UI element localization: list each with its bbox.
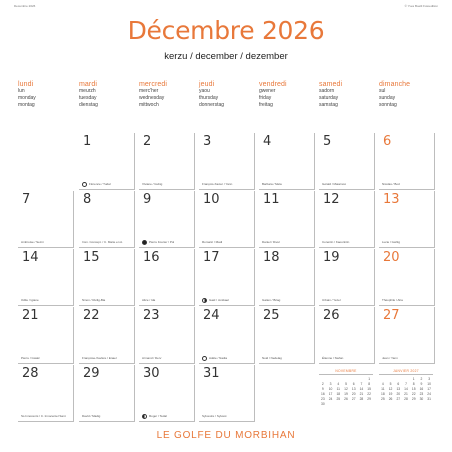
day-cell <box>199 307 255 364</box>
mini-calendar-day: 14 <box>359 387 364 391</box>
day-cell <box>259 307 315 364</box>
mini-calendar-day: 23 <box>419 392 424 396</box>
day-cell <box>199 133 255 190</box>
day-number: 27 <box>383 308 400 323</box>
mini-calendar-day: 20 <box>396 392 401 396</box>
day-number: 17 <box>203 250 220 265</box>
weekday-translation: sadorn <box>319 88 335 94</box>
mini-calendar-day: 27 <box>351 397 356 401</box>
day-saint-name: Adèle / Nadia <box>209 356 228 360</box>
mini-calendar-day: 7 <box>405 382 407 386</box>
moon-phase-icon <box>142 240 147 245</box>
day-saint-name: Pierre Fourier / Pol <box>149 240 175 244</box>
day-number: 4 <box>263 134 272 149</box>
day-cell <box>319 133 375 190</box>
mini-calendar-day: 17 <box>427 387 431 391</box>
mini-calendar-day: 8 <box>368 382 371 386</box>
mini-calendar-day <box>358 402 366 407</box>
day-number: 7 <box>22 192 31 207</box>
weekday-vendredi <box>259 81 315 109</box>
moon-phase-icon <box>82 182 87 187</box>
mini-calendar-day: 9 <box>321 387 324 391</box>
mini-calendar-day: 3 <box>428 377 431 381</box>
mini-calendar-day: 6 <box>397 382 400 386</box>
mini-calendar-day: 5 <box>389 382 392 386</box>
day-saint-name: Ss.Innocents / C. Innocentel Sant <box>21 414 66 418</box>
weekday-translation: mittwoch <box>139 102 159 108</box>
day-cell <box>259 191 315 248</box>
day-cell <box>139 191 195 248</box>
mini-calendar-day: 16 <box>419 387 424 391</box>
mini-calendar-day: 18 <box>336 392 341 396</box>
mini-calendar-day: 4 <box>381 382 384 386</box>
mini-calendar-day: 2 <box>420 377 423 381</box>
mini-calendar-day: 3 <box>329 382 332 386</box>
mini-calendar-day: 15 <box>411 387 416 391</box>
day-number: 21 <box>22 308 39 323</box>
mini-calendar-day: 26 <box>388 397 393 401</box>
day-saint-name: Lucie / Gwltig <box>382 240 401 244</box>
weekday-translation: yaou <box>199 88 210 94</box>
weekday-translation: wednesday <box>139 95 165 101</box>
day-cell <box>379 249 435 306</box>
weekday-translation: montag <box>18 102 35 108</box>
mini-calendar-day: 19 <box>344 392 348 396</box>
mini-calendar-day: 1 <box>412 377 415 381</box>
mini-calendar-day: 30 <box>419 397 424 401</box>
day-cell <box>79 249 135 306</box>
day-saint-name: Romaric / Madi <box>202 240 223 244</box>
weekday-name: mercredi <box>139 81 168 88</box>
mini-calendar-day: 25 <box>381 397 385 401</box>
mini-calendar <box>379 369 433 421</box>
mini-calendar-day: 13 <box>351 387 356 391</box>
weekday-translation: monday <box>18 95 36 101</box>
day-cell <box>199 191 255 248</box>
day-number: 23 <box>143 308 160 323</box>
header-small-right: © Yves Boelli Fotoedition <box>404 4 438 8</box>
day-cell <box>79 307 135 364</box>
mini-calendar-day: 5 <box>345 382 347 386</box>
day-number: 24 <box>203 308 220 323</box>
mini-calendar-day: 24 <box>427 392 431 396</box>
weekday-translation: meurzh <box>79 88 96 94</box>
header-small-left: Decembre 2026 <box>14 4 36 8</box>
weekday-name: vendredi <box>259 81 287 88</box>
day-cell <box>18 307 74 364</box>
day-saint-name: David / Madig <box>82 414 101 418</box>
weekday-name: mardi <box>79 81 98 88</box>
page-title: Décembre 2026 <box>127 16 325 45</box>
day-cell <box>18 191 74 248</box>
weekday-dimanche <box>379 81 435 109</box>
mini-calendar-title: NOVEMBRE <box>319 369 373 375</box>
moon-phase-icon <box>142 414 147 419</box>
mini-calendar-day: 17 <box>328 392 333 396</box>
weekday-translation: dienstag <box>79 102 98 108</box>
day-number: 16 <box>143 250 160 265</box>
day-saint-name: Odile / Igiane <box>21 298 39 302</box>
weekday-name: lundi <box>18 81 34 88</box>
weekday-translation: sonntag <box>379 102 397 108</box>
day-saint-name: Corentin / Kaourintin <box>322 240 350 244</box>
day-number: 31 <box>203 366 220 381</box>
calendar-grid <box>18 133 436 423</box>
page-subtitle: kerzu / december / dezember <box>164 51 288 62</box>
mini-calendar-grid <box>379 377 433 402</box>
weekday-translation: freitag <box>259 102 273 108</box>
day-saint-name: Imm. Concept. / C. Marie en A. <box>82 240 124 244</box>
weekday-header-row <box>18 81 436 117</box>
mini-calendar-day <box>342 402 350 407</box>
day-cell <box>319 307 375 364</box>
day-saint-name: Urbain / Yezel <box>322 298 341 302</box>
mini-calendar-day: 6 <box>352 382 355 386</box>
day-number: 15 <box>83 250 100 265</box>
day-number: 9 <box>143 192 152 207</box>
day-saint-name: Viviane / Gubig <box>142 182 163 186</box>
day-cell <box>139 307 195 364</box>
day-saint-name: Étienne / Stefan <box>322 356 344 360</box>
mini-calendar-day: 10 <box>328 387 333 391</box>
day-saint-name: Jean / Yann <box>382 356 398 360</box>
mini-calendar-day: 21 <box>359 392 364 396</box>
mini-calendar-day: 12 <box>344 387 348 391</box>
weekday-translation: donnerstag <box>199 102 225 108</box>
day-cell <box>379 191 435 248</box>
day-number: 28 <box>22 366 39 381</box>
mini-calendar-day: 8 <box>412 382 415 386</box>
day-number: 18 <box>263 250 280 265</box>
mini-calendar-day <box>365 402 373 407</box>
weekday-name: dimanche <box>379 81 411 88</box>
mini-calendar-day: 22 <box>367 392 371 396</box>
mini-calendar-day: 26 <box>344 397 348 401</box>
day-saint-name: Gaël / Jonikael <box>209 298 229 302</box>
day-cell <box>259 133 315 190</box>
day-cell <box>379 307 435 364</box>
mini-calendar-day: 4 <box>337 382 340 386</box>
weekday-samedi <box>319 81 375 109</box>
day-cell <box>379 133 435 190</box>
day-saint-name: François-Xavier / Yann <box>202 182 233 186</box>
day-cell <box>319 249 375 306</box>
day-cell <box>139 249 195 306</box>
mini-calendar-day: 25 <box>336 397 341 401</box>
mini-calendar-day: 10 <box>427 382 431 386</box>
mini-calendar-day: 14 <box>404 387 408 391</box>
mini-calendar-day: 21 <box>404 392 408 396</box>
weekday-jeudi <box>199 81 255 109</box>
weekday-translation: saturday <box>319 95 339 101</box>
day-number: 22 <box>83 308 100 323</box>
mini-calendar-day: 22 <box>411 392 416 396</box>
mini-calendar-day: 27 <box>396 397 401 401</box>
day-saint-name: Ambroise / Sezni <box>21 240 44 244</box>
day-number: 13 <box>383 192 400 207</box>
weekday-translation: sul <box>379 88 386 94</box>
day-cell <box>139 365 195 422</box>
mini-calendar-day: 12 <box>388 387 393 391</box>
day-saint-name: Armand / Derv <box>142 356 162 360</box>
day-number: 1 <box>83 134 92 149</box>
day-cell <box>18 365 74 422</box>
mini-calendar-day: 13 <box>396 387 401 391</box>
mini-calendar-day <box>350 402 358 407</box>
day-number: 20 <box>383 250 400 265</box>
day-saint-name: Ninon / Ruilig-Bia <box>82 298 106 302</box>
mini-calendar-day: 29 <box>411 397 416 401</box>
mini-calendar-day <box>334 402 342 407</box>
weekday-mercredi <box>139 81 195 109</box>
mini-calendar <box>319 369 373 421</box>
day-number: 11 <box>263 192 280 207</box>
weekday-translation: friday <box>259 95 272 101</box>
mini-calendar-day: 28 <box>404 397 408 401</box>
day-saint-name: Florence / Tudal <box>89 182 111 186</box>
day-saint-name: Gérald / Maiarnoù <box>322 182 347 186</box>
day-number: 10 <box>203 192 220 207</box>
day-saint-name: Françoise-Xavière / Enael <box>82 356 117 360</box>
day-saint-name: Théophile / Aha <box>382 298 403 302</box>
mini-calendar-day: 15 <box>367 387 371 391</box>
mini-calendar-day: 11 <box>336 387 340 391</box>
weekday-translation: sunday <box>379 95 396 101</box>
mini-calendar-grid <box>319 377 373 407</box>
day-cell <box>79 365 135 422</box>
day-saint-name: Alice / Ida <box>142 298 156 302</box>
day-number: 12 <box>323 192 340 207</box>
weekday-name: samedi <box>319 81 343 88</box>
mini-calendar-day: 2 <box>321 382 324 386</box>
mini-calendar-day: 24 <box>328 397 333 401</box>
day-saint-name: Barbara / Mela <box>262 182 282 186</box>
mini-calendar-day: 31 <box>427 397 431 401</box>
mini-calendar-title: JANVIER 2027 <box>379 369 433 375</box>
mini-calendar-day: 28 <box>359 397 364 401</box>
day-saint-name: Gatien / Briag <box>262 298 281 302</box>
day-cell <box>79 133 135 190</box>
moon-phase-icon <box>202 298 207 303</box>
day-cell <box>139 133 195 190</box>
weekday-translation: thursday <box>199 95 219 101</box>
day-number: 2 <box>143 134 152 149</box>
mini-calendar-day: 29 <box>367 397 371 401</box>
weekday-translation: gwener <box>259 88 276 94</box>
moon-phase-icon <box>202 356 207 361</box>
day-cell <box>199 365 255 422</box>
weekday-translation: lun <box>18 88 25 94</box>
mini-calendar-day: 16 <box>321 392 325 396</box>
mini-calendar-day: 23 <box>321 397 325 401</box>
mini-calendar-day: 7 <box>360 382 363 386</box>
mini-calendar-day: 1 <box>368 377 371 381</box>
day-number: 3 <box>203 134 212 149</box>
day-cell <box>259 249 315 306</box>
day-cell <box>199 249 255 306</box>
day-cell <box>18 249 74 306</box>
weekday-translation: merc'her <box>139 88 159 94</box>
mini-calendar-day: 19 <box>388 392 393 396</box>
day-number: 19 <box>323 250 340 265</box>
day-number: 8 <box>83 192 92 207</box>
day-number: 6 <box>383 134 392 149</box>
mini-calendar-day: 18 <box>381 392 385 396</box>
day-cell <box>79 191 135 248</box>
day-saint-name: Pierre / Gwalc <box>21 356 40 360</box>
mini-calendar-day: 9 <box>420 382 423 386</box>
day-saint-name: Noël / Nedelag <box>262 356 282 360</box>
mini-calendar-day: 30 <box>321 402 325 406</box>
weekday-mardi <box>79 81 135 109</box>
weekday-name: jeudi <box>199 81 215 88</box>
day-saint-name: Sylvestre / Sylvest <box>202 414 227 418</box>
day-number: 29 <box>83 366 100 381</box>
day-number: 5 <box>323 134 332 149</box>
weekday-lundi <box>18 81 74 109</box>
mini-calendar-day <box>327 402 335 407</box>
day-saint-name: Daniel / Divel <box>262 240 280 244</box>
day-saint-name: Nicolas / Bod <box>382 182 400 186</box>
mini-calendar-day: 11 <box>381 387 385 391</box>
day-number: 14 <box>22 250 39 265</box>
day-number: 25 <box>263 308 280 323</box>
day-saint-name: Roger / Tedal <box>149 414 167 418</box>
weekday-translation: tuesday <box>79 95 97 101</box>
day-cell <box>319 191 375 248</box>
day-number: 30 <box>143 366 160 381</box>
day-number: 26 <box>323 308 340 323</box>
footer-caption: LE GOLFE DU MORBIHAN <box>156 430 296 441</box>
mini-calendar-day: 20 <box>351 392 356 396</box>
weekday-translation: samstag <box>319 102 338 108</box>
